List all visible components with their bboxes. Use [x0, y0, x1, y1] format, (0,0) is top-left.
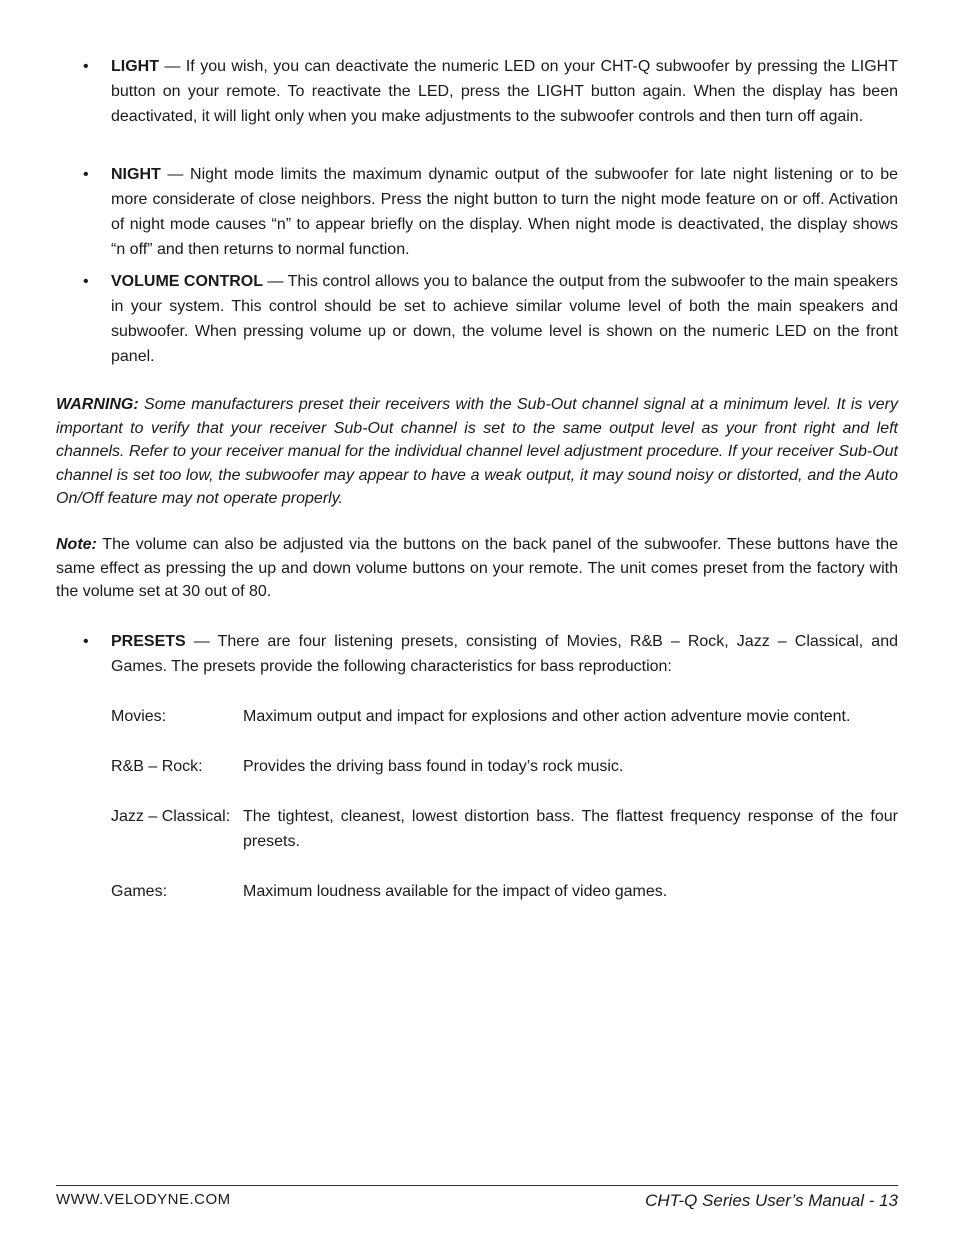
note-text: The volume can also be adjusted via the buttons on the back panel of the subwoofer. These buttons have the same effect as pressing the up and down volume buttons on your remote. The unit comes preset from the factory with the volume set at 30 out of 80. [56, 536, 898, 600]
warning-label: WARNING: [56, 396, 139, 413]
preset-name: Jazz – Classical: [111, 808, 231, 825]
preset-name: R&B – Rock: [111, 758, 203, 775]
note-label: Note: [56, 536, 97, 553]
bullet-term: VOLUME CONTROL [111, 273, 264, 290]
bullet-dot: • [83, 273, 89, 290]
bullet-dot: • [83, 166, 89, 183]
preset-name: Movies: [111, 708, 167, 725]
bullet-light [83, 54, 898, 129]
preset-description: Maximum loudness available for the impact of video games. [243, 883, 668, 900]
bullet-text: — Night mode limits the maximum dynamic output of the subwoofer for late night listening or to be more considerate of close neighbors. Press the night button to turn the night mode feature on or off. Activation of night mode causes “n” to appear briefly on the display. When night mode is deactivated, the display shows “n off” and then returns to normal function. [111, 166, 898, 258]
bullet-text: — This control allows you to balance the output from the subwoofer to the main speakers in your system. This control should be set to achieve similar volume level of both the main speakers and subwoofer. When pressing volume up or down, the volume level is shown on the numeric LED on the front panel. [111, 273, 898, 365]
bullet-text: — There are four listening presets, consisting of Movies, R&B – Rock, Jazz – Classical, and Games. The presets provide the following characteristics for bass reproduction: [111, 633, 898, 675]
footer-divider [56, 1185, 898, 1186]
bullet-text: — If you wish, you can deactivate the numeric LED on your CHT-Q subwoofer by pressing the LIGHT button on your remote. To reactivate the LED, press the LIGHT button again. When the display has been deactivated, it will light only when you make adjustments to the subwoofer controls and then turn off again. [111, 58, 898, 125]
footer-website: WWW.VELODYNE.COM [56, 1191, 231, 1208]
bullet-dot: • [83, 58, 89, 75]
bullet-term: LIGHT [111, 58, 159, 75]
bullet-presets [83, 629, 898, 679]
bullet-volume-control [83, 269, 898, 369]
preset-description: The tightest, cleanest, lowest distortion bass. The flattest frequency response of the four presets. [243, 808, 898, 850]
warning-text: Some manufacturers preset their receivers with the Sub-Out channel signal at a minimum level. It is very important to verify that your receiver Sub-Out channel is set to the same output level as your front right and left channels. Refer to your receiver manual for the individual channel level adjustment procedure. If your receiver Sub-Out channel is set too low, the subwoofer may appear to have a weak output, it may sound noisy or distorted, and the Auto On/Off feature may not operate properly. [56, 396, 898, 507]
warning-paragraph [56, 393, 898, 511]
footer-manual-title: CHT-Q Series User’s Manual - 13 [645, 1191, 898, 1210]
bullet-term: NIGHT [111, 166, 161, 183]
preset-name: Games: [111, 883, 168, 900]
preset-description: Maximum output and impact for explosions and other action adventure movie content. [243, 708, 851, 725]
bullet-term: PRESETS [111, 633, 186, 650]
preset-description: Provides the driving bass found in today’s rock music. [243, 758, 624, 775]
bullet-dot: • [83, 633, 89, 650]
note-paragraph [56, 533, 898, 604]
bullet-night [83, 162, 898, 262]
